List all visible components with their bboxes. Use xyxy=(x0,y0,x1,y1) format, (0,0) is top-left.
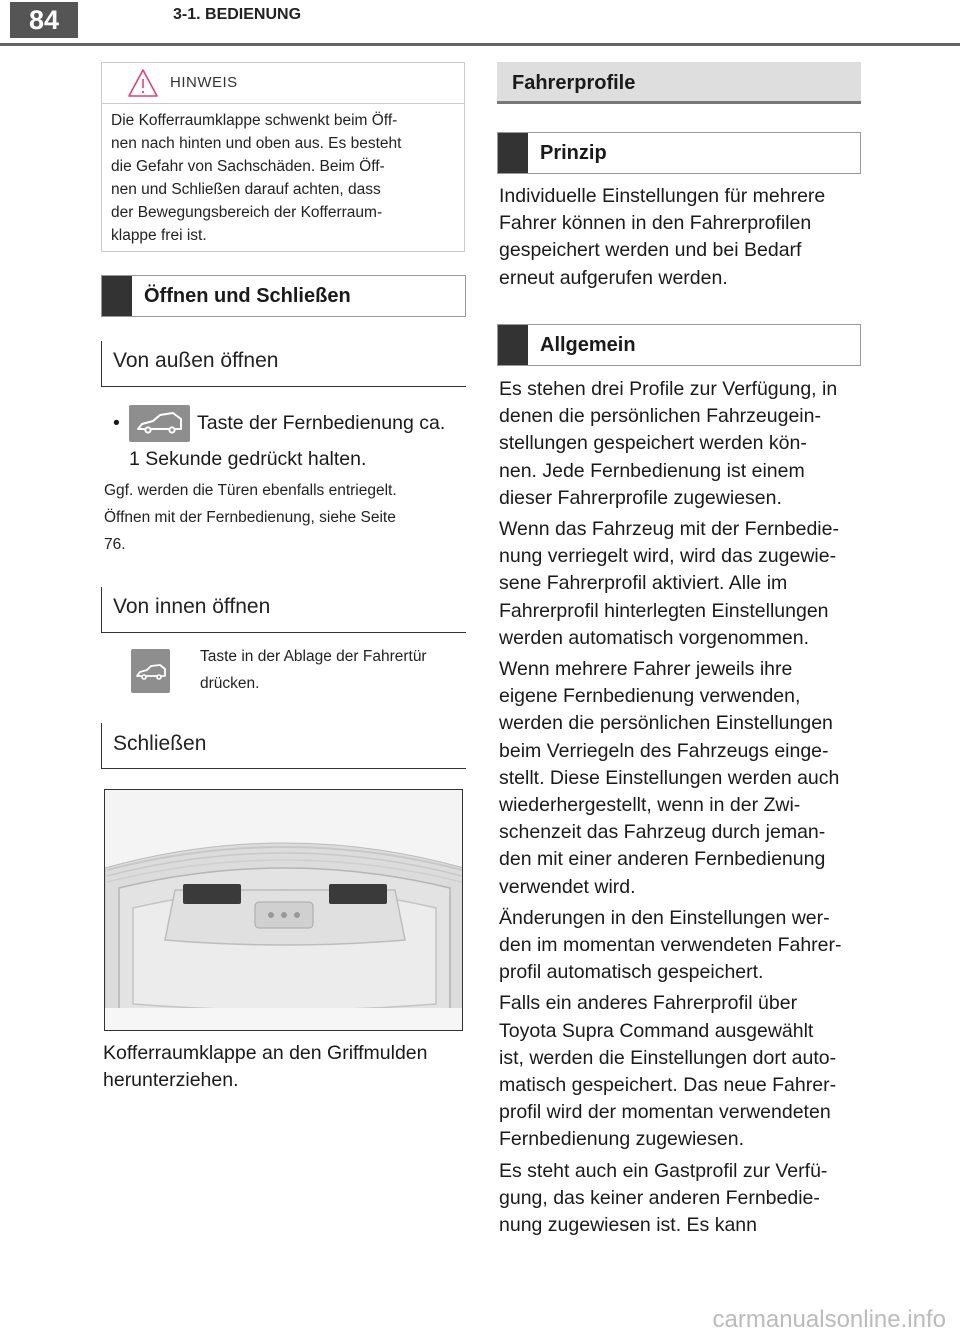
inside-line-2: drücken. xyxy=(200,675,260,692)
text-line: den mit einer anderen Fernbedienung xyxy=(499,848,826,871)
text-line: nung verriegelt wird, wird das zugewie- xyxy=(499,545,837,568)
notice-line: klappe frei ist. xyxy=(111,227,207,244)
text-line: Fernbedienung zugewiesen. xyxy=(499,1128,745,1151)
text-line: ist, werden die Einstellungen dort auto- xyxy=(499,1046,837,1069)
subsection-closing xyxy=(101,723,466,769)
notice-line: nen nach hinten und oben aus. Es besteht xyxy=(111,135,402,152)
inside-line-1: Taste in der Ablage der Fahrertür xyxy=(200,648,427,665)
notice-line: Die Kofferraumklappe schwenkt beim Öff- xyxy=(111,112,398,129)
text-line: werden die persönlichen Einstellungen xyxy=(499,712,833,735)
text-line: dieser Fahrerprofile zugewiesen. xyxy=(499,486,782,509)
chapter-title: 3-1. BEDIENUNG xyxy=(173,6,302,23)
text-line: stellt. Diese Einstellungen werden auch xyxy=(499,766,840,789)
text-line: nen. Jede Fernbedienung ist einem xyxy=(499,459,805,482)
text-line: matisch gespeichert. Das neue Fahrer- xyxy=(499,1074,837,1097)
trunk-lid-drawing xyxy=(105,790,463,1031)
text-line: profil automatisch gespeichert. xyxy=(499,961,764,984)
text-line: den im momentan verwendeten Fahrer- xyxy=(499,934,842,957)
section-tab xyxy=(498,133,528,173)
watermark: carmanualsonline.info xyxy=(712,1306,946,1333)
text-line: nung zugewiesen ist. Es kann xyxy=(499,1214,757,1237)
text-line: Es stehen drei Profile zur Verfügung, in xyxy=(499,378,838,400)
notice-box xyxy=(101,62,465,252)
warning-triangle-icon xyxy=(126,67,160,99)
text-line: Toyota Supra Command ausgewählt xyxy=(499,1019,814,1042)
text-line: Fahrerprofil hinterlegten Einstellungen xyxy=(499,599,829,622)
subsection-title: Von innen öffnen xyxy=(113,595,271,618)
text-line: schenzeit das Fahrzeug durch jeman- xyxy=(499,821,826,844)
note-remote-line1: Öffnen mit der Fernbedienung, siehe Seite xyxy=(104,509,396,526)
paragraph xyxy=(499,990,861,1153)
text-line: wiederhergestellt, wenn in der Zwi- xyxy=(499,794,801,817)
car-tailgate-icon xyxy=(129,405,190,442)
section-driver-profiles xyxy=(497,62,861,104)
car-tailgate-icon xyxy=(131,649,170,693)
text-line: stellungen gespeichert werden kön- xyxy=(499,432,807,455)
text-line: werden automatisch vorgenommen. xyxy=(499,626,809,649)
text-line: Falls ein anderes Fahrerprofil über xyxy=(499,992,798,1015)
section-tab xyxy=(102,276,132,316)
text-line: Es steht auch ein Gastprofil zur Verfü- xyxy=(499,1159,828,1182)
paragraph xyxy=(499,1158,861,1240)
section-title: Fahrerprofile xyxy=(512,71,636,94)
text-line: profil wird der momentan verwendeten xyxy=(499,1101,831,1124)
notice-text xyxy=(111,109,457,247)
notice-line: nen und Schließen darauf achten, dass xyxy=(111,181,381,198)
text-line: Individuelle Einstellungen für mehrere xyxy=(499,185,826,207)
text-line: sene Fahrerprofil aktiviert. Alle im xyxy=(499,572,788,595)
text-line: eigene Fernbedienung verwenden, xyxy=(499,685,801,708)
remote-tailgate-button-icon xyxy=(129,405,190,442)
text-line: Änderungen in den Einstellungen wer- xyxy=(499,906,830,929)
section-title: Öffnen und Schließen xyxy=(144,284,351,307)
text-line: gung, das keiner anderen Fernbedie- xyxy=(499,1186,820,1209)
text-line: gespeichert werden und bei Bedarf xyxy=(499,239,802,262)
subsection-title: Schließen xyxy=(113,732,207,755)
closing-caption-line2: herunterziehen. xyxy=(103,1069,239,1091)
section-tab xyxy=(498,325,528,365)
principle-text xyxy=(499,183,861,292)
section-open-close xyxy=(101,275,466,317)
text-line: beim Verriegeln des Fahrzeugs einge- xyxy=(499,739,829,762)
header-rule xyxy=(0,43,960,46)
section-principle xyxy=(497,132,861,174)
notice-line: die Gefahr von Sachschäden. Beim Öff- xyxy=(111,158,385,175)
notice-header xyxy=(102,63,464,104)
page-number: 84 xyxy=(10,2,78,38)
text-line: denen die persönlichen Fahrzeugein- xyxy=(499,405,821,428)
driver-door-tailgate-button-icon xyxy=(131,649,170,693)
section-general xyxy=(497,324,861,366)
note-remote-line2: 76. xyxy=(104,536,126,553)
paragraph xyxy=(499,516,861,652)
subsection-inside xyxy=(101,587,466,633)
bullet: • xyxy=(113,412,120,434)
paragraph xyxy=(499,656,861,901)
subsection-title: Von außen öffnen xyxy=(113,349,279,372)
section-title: Allgemein xyxy=(540,333,636,356)
text-line: Wenn mehrere Fahrer jeweils ihre xyxy=(499,658,793,681)
text-line: Wenn das Fahrzeug mit der Fernbedie- xyxy=(499,518,839,541)
paragraph xyxy=(499,905,861,987)
notice-title: HINWEIS xyxy=(170,74,238,91)
notice-line: der Bewegungsbereich der Kofferraum- xyxy=(111,204,383,221)
text-line: Fahrer können in den Fahrerprofilen xyxy=(499,212,812,235)
note-doors: Ggf. werden die Türen ebenfalls entriegelt. xyxy=(104,482,397,499)
step-line-2: 1 Sekunde gedrückt halten. xyxy=(129,448,367,470)
section-title: Prinzip xyxy=(540,141,607,164)
paragraph xyxy=(499,376,861,512)
general-text xyxy=(499,376,861,1239)
closing-caption-line1: Kofferraumklappe an den Griffmulden xyxy=(103,1042,428,1064)
subsection-outside xyxy=(101,341,466,387)
text-line: erneut aufgerufen werden. xyxy=(499,266,728,289)
step-line-1: Taste der Fernbedienung ca. xyxy=(197,412,446,434)
trunk-lid-illustration xyxy=(104,789,463,1031)
text-line: verwendet wird. xyxy=(499,875,636,898)
